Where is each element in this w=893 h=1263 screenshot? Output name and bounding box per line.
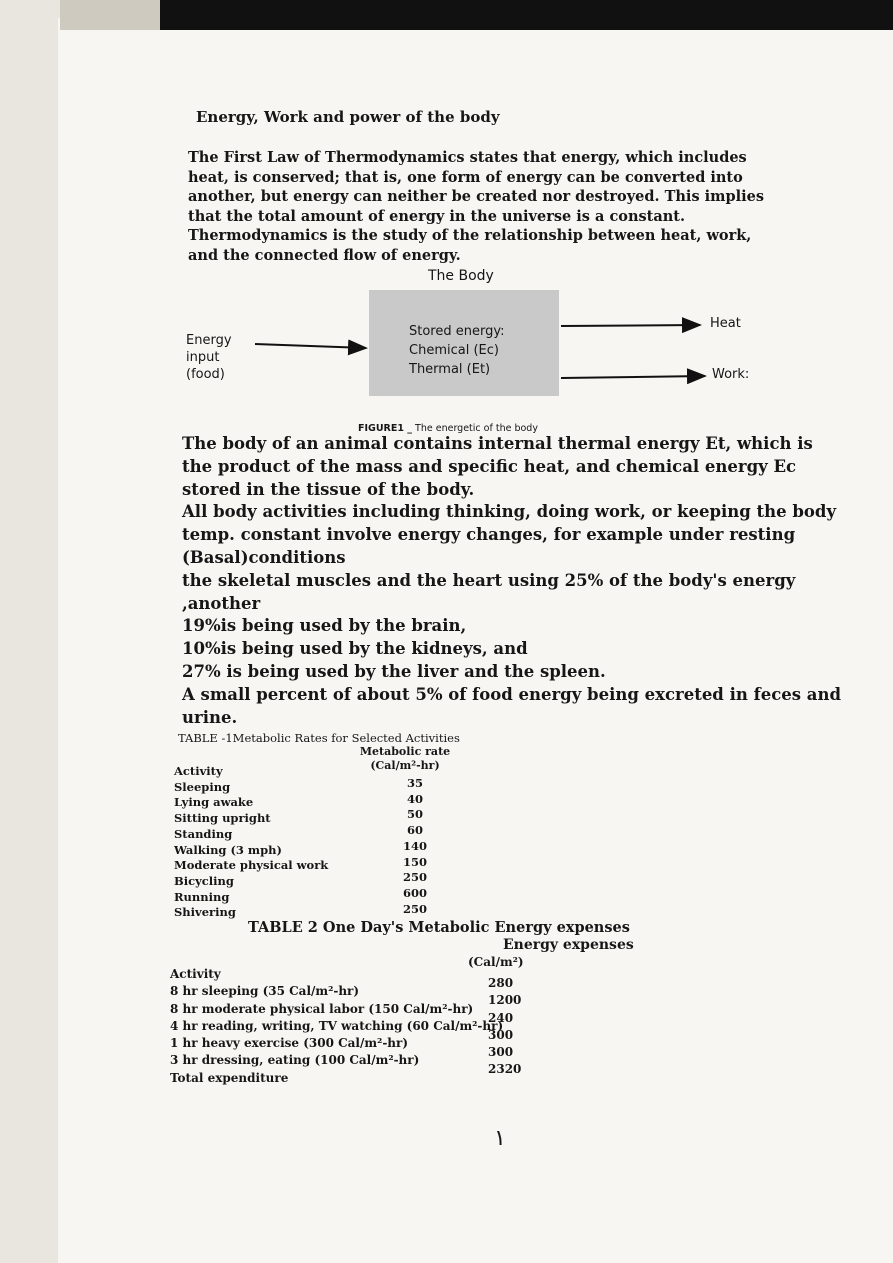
table1-rate: 250 [402, 901, 427, 916]
table1-rate: 35 [406, 776, 423, 790]
table1-rate: 140 [402, 838, 427, 853]
body-paragraph: 10%is being used by the kidneys, and [182, 639, 528, 659]
caption-text: The energetic of the body [415, 423, 538, 434]
table2-value: 2320 [488, 1062, 522, 1077]
body-paragraph: the skeletal muscles and the heart using 25% of the body's energy ,another [182, 570, 796, 613]
box-line-stored: Stored energy: [409, 324, 505, 339]
table2-value: 280 [488, 976, 514, 990]
table1-header-line: Metabolic rate [359, 745, 451, 758]
body-paragraph: A small percent of about 5% of food energy being excreted in feces and urine. [182, 684, 842, 727]
work-label: Work: [712, 367, 750, 382]
page-number: ١ [494, 1126, 506, 1151]
heat-label: Heat [710, 316, 741, 331]
table2-value: 300 [488, 1027, 514, 1042]
figure-title: The Body [428, 268, 494, 284]
table2-header-unit: (Cal/m²) [468, 955, 524, 969]
table1-activity: Standing [174, 826, 233, 841]
table2-value: 240 [488, 1010, 514, 1025]
heat-arrow [561, 325, 700, 326]
table1-header-unit: (Cal/m²-hr) [370, 759, 440, 772]
table1-activity: Sitting upright [174, 811, 271, 826]
table1-rate: 60 [406, 823, 423, 838]
table1-rate-header [340, 745, 470, 773]
table2-value-column [488, 975, 528, 1079]
body-text [182, 433, 842, 729]
table2-activity-column [170, 966, 503, 1087]
table1-rate: 40 [406, 791, 423, 806]
table1-activity: Moderate physical work [174, 858, 329, 873]
table2-value: 1200 [488, 993, 522, 1008]
work-arrow [561, 376, 705, 378]
table1-activity-column [174, 764, 328, 921]
table1-rate: 50 [406, 807, 423, 822]
table1-activity-header: Activity [174, 764, 223, 778]
input-line-energy: Energy [186, 333, 232, 348]
table2-activity: 1 hr heavy exercise (300 Cal/m²-hr) [170, 1036, 409, 1051]
table1-activity: Sleeping [174, 779, 231, 794]
input-arrow [255, 344, 366, 348]
table2-value: 300 [488, 1045, 514, 1060]
table1-activity: Bicycling [174, 873, 234, 888]
body-paragraph: 27% is being used by the liver and the spleen. [182, 661, 606, 681]
input-line-input: input [186, 350, 220, 365]
document-title: Energy, Work and power of the body [196, 108, 500, 126]
table2-header-line: Energy expenses [503, 937, 634, 953]
table1-activity: Shivering [174, 905, 236, 920]
table2-activity: 4 hr reading, writing, TV watching (60 Cal/m²-hr) [170, 1018, 504, 1033]
table1-title: TABLE -1Metabolic Rates for Selected Activities [178, 731, 460, 745]
table1-activity: Lying awake [174, 795, 254, 810]
table1-rate: 250 [402, 870, 427, 885]
table1-rate-column [385, 776, 445, 917]
table2-activity: Total expenditure [170, 1070, 289, 1085]
box-line-chemical: Chemical (Ec) [409, 343, 499, 358]
table1-activity: Running [174, 889, 230, 904]
input-line-food: (food) [186, 367, 225, 382]
caption-label: FIGURE1 _ [358, 423, 413, 434]
body-paragraph: All body activities including thinking, doing work, or keeping the body temp. constant involve energy changes, for example under resting (Basal)conditions [182, 502, 837, 567]
table1-rate: 150 [402, 854, 427, 869]
table1-activity: Walking (3 mph) [174, 842, 282, 857]
table2-activity: 8 hr sleeping (35 Cal/m²-hr) [170, 984, 360, 999]
body-paragraph: 19%is being used by the brain, [182, 616, 467, 636]
table1-rate: 600 [402, 885, 427, 900]
box-line-thermal: Thermal (Et) [409, 362, 491, 377]
body-paragraph: The body of an animal contains internal thermal energy Et, which is the product of the mass and specific heat, and chemical energy Ec stored in the tissue of the body. [182, 434, 813, 499]
table2-activity: 3 hr dressing, eating (100 Cal/m²-hr) [170, 1053, 420, 1068]
intro-paragraph: The First Law of Thermodynamics states that energy, which includes heat, is conserved; that is, one form of energy can be converted into another, but energy can neither be created nor destroyed. This implies that the total amount of energy in the universe is a constant. Thermodynamics is the study of the relationship between heat, work, and the connected flow of energy. [188, 149, 765, 264]
table2-activity-header: Activity [170, 967, 221, 981]
table2-title: TABLE 2 One Day's Metabolic Energy expenses [248, 919, 630, 936]
table2-activity: 8 hr moderate physical labor (150 Cal/m²-hr) [170, 1001, 474, 1016]
